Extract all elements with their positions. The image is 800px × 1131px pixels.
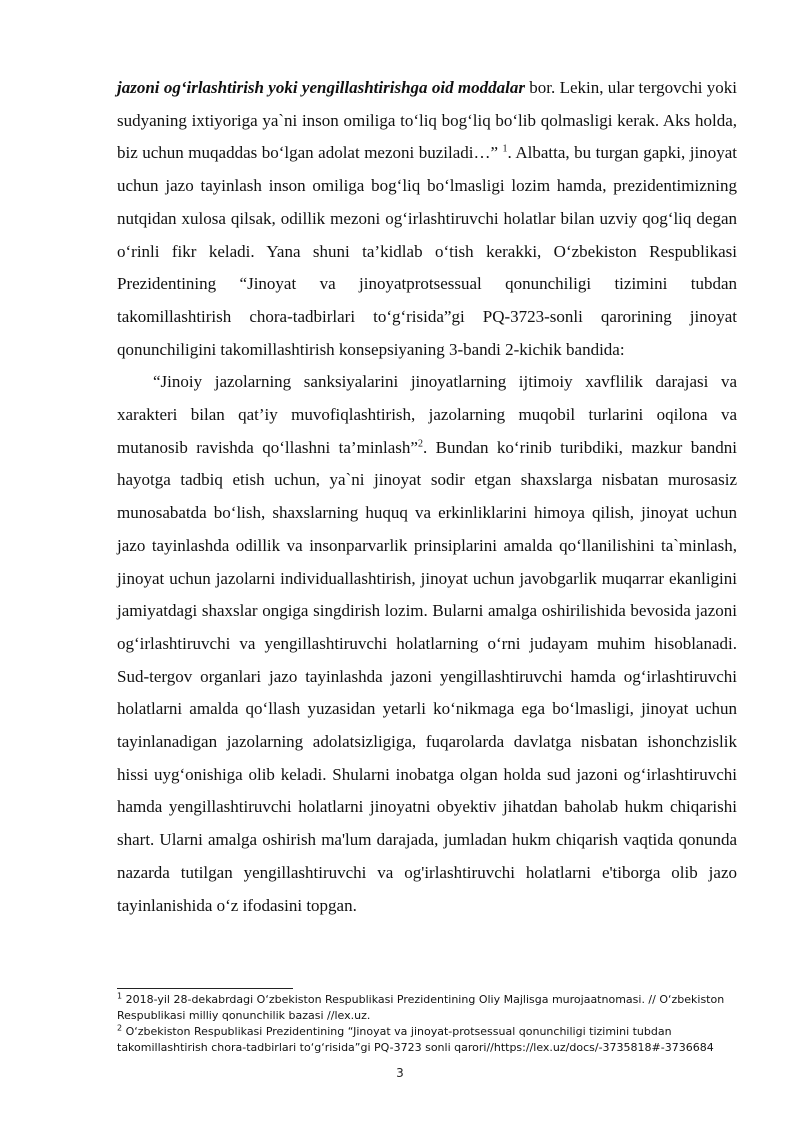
paragraph-1-text-a: bor. Lekin, ular tergovchi yoki sudyaning ixtiyoriga ya`ni inson omiliga to‘liq bog‘liq bo‘lib qolmasligi kerak. Aks holda, biz uchun muqaddas bo‘lgan adolat mezoni buziladi…”: [117, 78, 737, 163]
footnote-1-number: 1: [117, 991, 123, 1001]
footnote-ref-1[interactable]: 1: [502, 143, 508, 155]
paragraph-1-text-b: . Albatta, bu turgan gapki, jinoyat uchun jazo tayinlash inson omiliga bog‘liq bo‘lmasligi lozim hamda, prezidentimizning nutqidan xulosa qilsak, odillik mezoni og‘irlashtiruvchi holatlar bilan uzviy qog‘liq degan o‘rinli fikr keladi. Yana shuni ta’kidlab o‘tish kerakki, O‘zbekiston Respublikasi Prezidentining “Jinoyat va jinoyatprotsessual qonunchiligi tizimini tubdan takomillashtirish chora-tadbirlari to‘g‘risida”gi PQ-3723-sonli qarorining jinoyat qonunchiligini takomillashtirish konsepsiyaning 3-bandi 2-kichik bandida:: [117, 143, 737, 359]
paragraph-2-text-a: “Jinoiy jazolarning sanksiyalarini jinoyatlarning ijtimoiy xavflilik darajasi va xarakteri bilan qat’iy muvofiqlashtirish, jazolarning muqobil turlarini oqilona va mutanosib ravishda qo‘llashni ta’minlash”: [117, 372, 737, 457]
footnote-1: [117, 992, 737, 1023]
footnote-2-number: 2: [117, 1023, 123, 1033]
footnote-separator: [117, 988, 293, 989]
footnote-2-text: O‘zbekiston Respublikasi Prezidentining “Jinoyat va jinoyat-protsessual qonunchiligi tizimini tubdan takomillashtirish chora-tadbirlari to‘g‘risida”gi PQ-3723 sonli qarori//https://lex.uz/docs/-3735818#-3736684: [117, 1025, 714, 1054]
page-number: 3: [396, 1066, 404, 1080]
footnote-1-text: 2018-yil 28-dekabrdagi O‘zbekiston Respublikasi Prezidentining Oliy Majlisga murojaatnomasi. // O‘zbekiston Respublikasi milliy qonunchilik bazasi //lex.uz.: [117, 993, 725, 1022]
bold-italic-phrase: jazoni og‘irlashtirish yoki yengillashtirishga oid moddalar: [117, 78, 525, 97]
footnotes: [117, 992, 737, 1056]
paragraph-1: [117, 72, 737, 366]
paragraph-2-text-b: . Bundan ko‘rinib turibdiki, mazkur bandni hayotga tadbiq etish uchun, ya`ni jinoyat sodir etgan shaxslarga nisbatan murosasiz munosabatda bo‘lish, shaxslarning huquq va erkinliklarini himoya qilish, jinoyat uchun jazo tayinlashda odillik va insonparvarlik prinsiplarini amalda qo‘llanilishini ta`minlash, jinoyat uchun jazolarni individuallashtirish, jinoyat uchun javobgarlik muqarrar ekanligini jamiyatdagi shaxslar ongiga singdirish lozim. Bularni amalga oshirilishida bevosida jazoni og‘irlashtiruvchi va yengillashtiruvchi holatlarning o‘rni judayam muhim hisoblanadi. Sud-tergov organlari jazo tayinlashda jazoni yengillashtiruvchi hamda og‘irlashtiruvchi holatlarni amalda qo‘llash yuzasidan yetarli ko‘nikmaga ega bo‘lmasligi, jinoyat uchun tayinlanadigan jazolarning adolatsizligiga, fuqarolarda davlatga nisbatan ishonchzislik hissi uyg‘onishiga olib keladi. Shularni inobatga olgan holda sud jazoni og‘irlashtiruvchi hamda yengillashtiruvchi holatlarni jinoyatni obyektiv jihatdan baholab hukm chiqarishi shart. Ularni amalga oshirish ma'lum darajada, jumladan hukm chiqarish vaqtida qonunda nazarda tutilgan yengillashtiruvchi va og'irlashtiruvchi holatlarni e'tiborga olib jazo tayinlanishida o‘z ifodasini topgan.: [117, 437, 737, 915]
footnote-ref-2[interactable]: 2: [417, 438, 423, 450]
paragraph-2: [117, 366, 737, 922]
body-text: [117, 72, 737, 922]
footnote-2: [117, 1024, 737, 1055]
